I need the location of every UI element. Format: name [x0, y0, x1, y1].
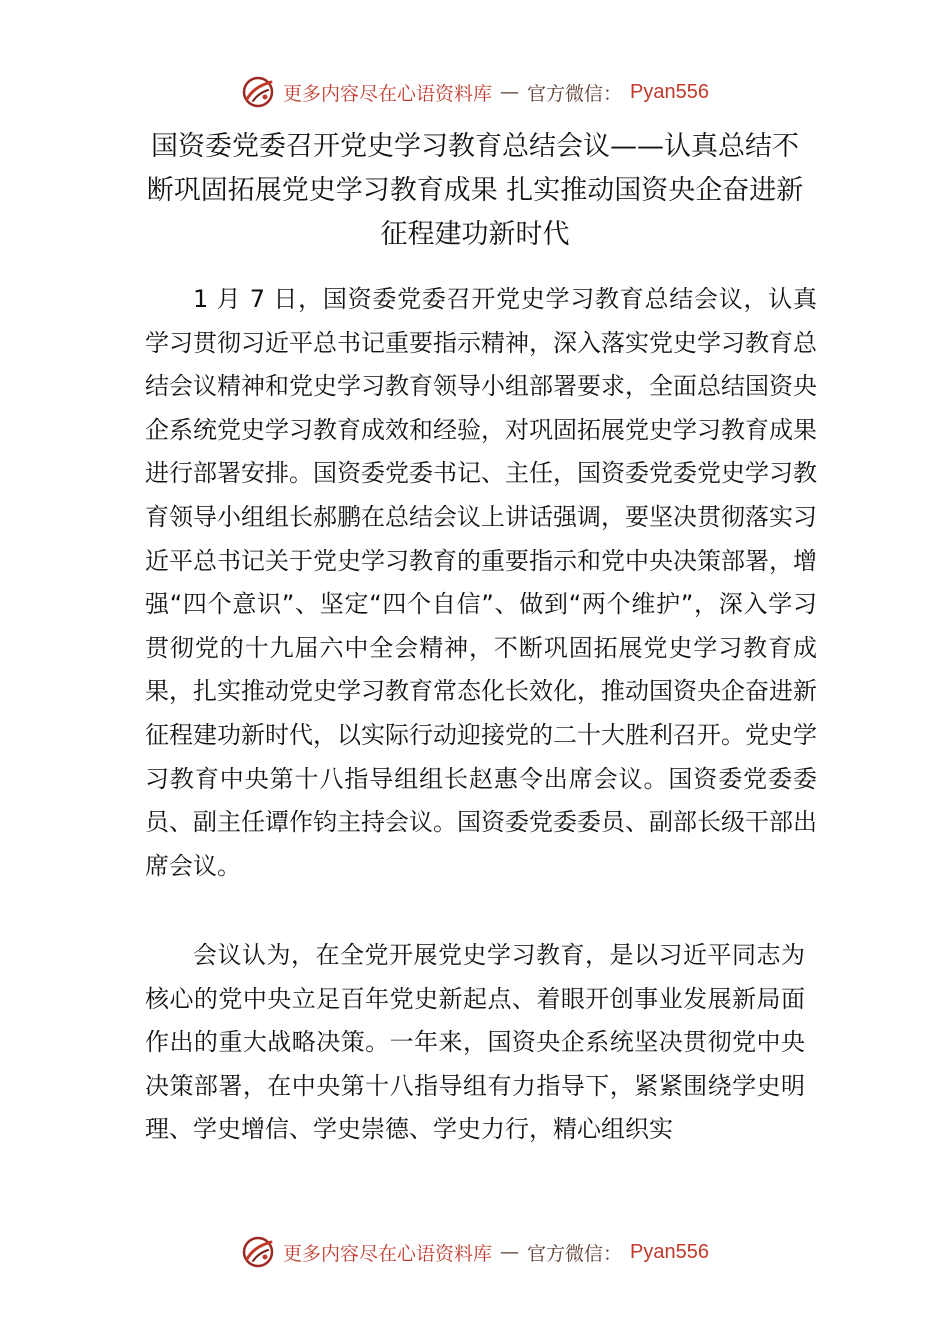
- library-text: 更多内容尽在心语资料库: [283, 82, 493, 105]
- paragraph-1: 1 月 7 日，国资委党委召开党史学习教育总结会议，认真学习贯彻习近平总书记重要指示精神，深入落实党史学习教育总结会议精神和党史学习教育领导小组部署要求，全面总结国资央企系统党史学习教育成效和经验，对巩固拓展党史学习教育成果进行部署安排。国资委党委书记、主任，国资委党委党史学习教育领导小组组长郝鹏在总结会议上讲话强调，要坚决贯彻落实习近平总书记关于党史学习教育的重要指示和党中央决策部署，增强“四个意识”、坚定“四个自信”、做到“两个维护”，深入学习贯彻党的十九届六中全会精神，不断巩固拓展党史学习教育成果，扎实推动党史学习教育常态化长效化，推动国资央企奋进新征程建功新时代，以实际行动迎接党的二十大胜利召开。党史学习教育中央第十八指导组组长赵惠令出席会议。国资委党委委员、副主任谭作钧主持会议。国资委党委委员、副部长级干部出席会议。: [145, 285, 817, 880]
- logo-icon: [241, 75, 275, 109]
- footer-banner: [0, 1232, 950, 1272]
- paragraph-2: 会议认为，在全党开展党史学习教育，是以习近平同志为核心的党中央立足百年党史新起点、着眼开创事业发展新局面作出的重大战略决策。一年来，国资央企系统坚决贯彻党中央决策部署，在中央第十八指导组有力指导下，紧紧围绕学史明理、学史增信、学史崇德、学史力行，精心组织实: [145, 941, 805, 1144]
- wechat-id: Pyan556: [630, 1240, 709, 1263]
- logo-icon: [241, 1235, 275, 1269]
- dash: —: [500, 1241, 520, 1263]
- header-banner: [0, 72, 950, 112]
- wechat-label: 官方微信：: [527, 1242, 623, 1265]
- wechat-id: Pyan556: [630, 80, 709, 103]
- wechat-label: 官方微信：: [527, 82, 623, 105]
- document-title: 国资委党委召开党史学习教育总结会议——认真总结不断巩固拓展党史学习教育成果 扎实推动国资央企奋进新征程建功新时代: [146, 131, 804, 250]
- dash: —: [500, 81, 520, 103]
- library-text: 更多内容尽在心语资料库: [283, 1242, 493, 1265]
